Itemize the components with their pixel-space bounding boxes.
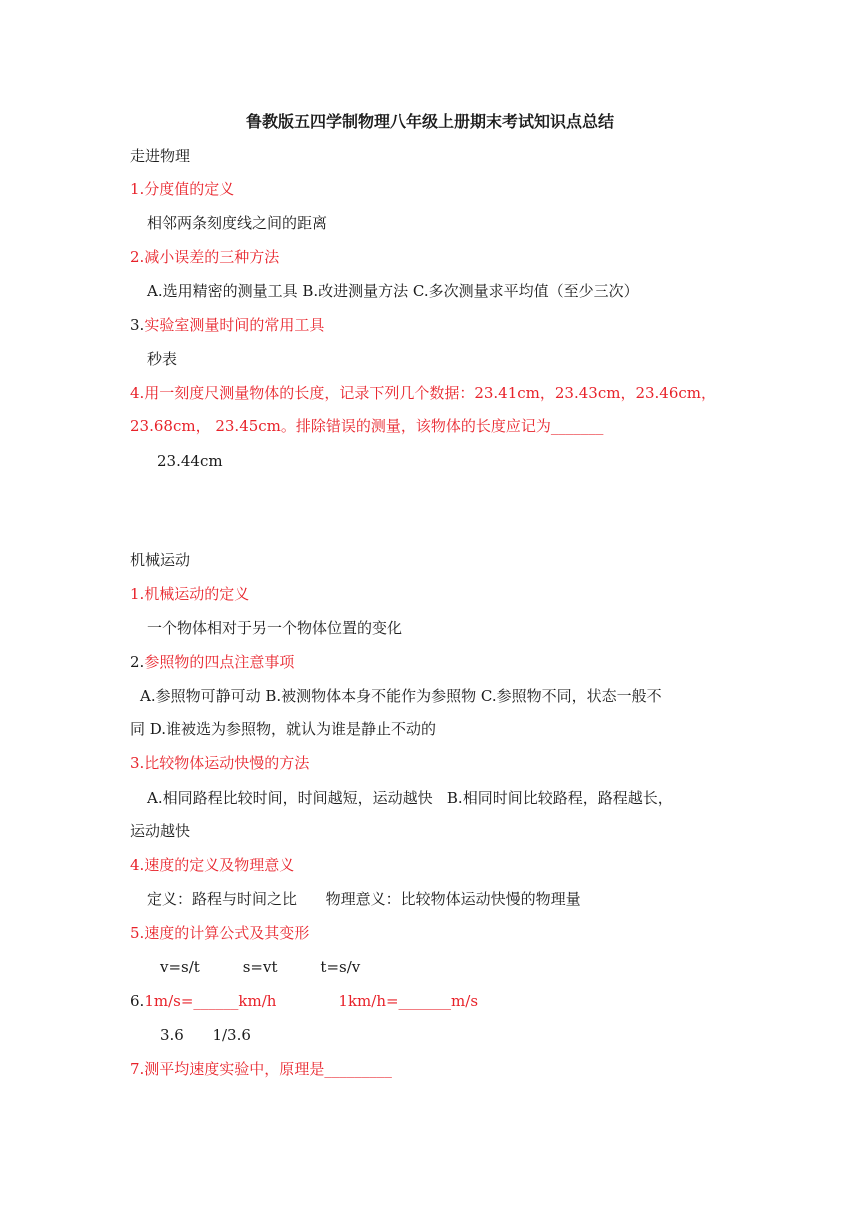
question-5-speed-formula: 5.速度的计算公式及其变形	[130, 924, 310, 942]
question-1-motion-definition: 1.机械运动的定义	[130, 585, 250, 603]
answer-3-time-tool: 秒表	[147, 350, 178, 368]
answer-6-unit-conversion: 3.6 1/3.6	[160, 1026, 251, 1044]
section-heading-intro-physics: 走进物理	[130, 147, 191, 165]
question-6-number: 6.	[130, 992, 145, 1010]
question-7-average-speed: 7.测平均速度实验中，原理是_________	[130, 1060, 392, 1078]
question-3-number: 3.	[130, 316, 145, 334]
answer-1-motion-definition: 一个物体相对于另一个物体位置的变化	[147, 619, 403, 637]
answer-1-graduation: 相邻两条刻度线之间的距离	[147, 214, 328, 232]
question-2-text: 参照物的四点注意事项	[144, 653, 295, 671]
question-6-text: 1m/s=______km/h 1km/h=_______m/s	[144, 992, 479, 1010]
question-4-speed-definition: 4.速度的定义及物理意义	[130, 856, 295, 874]
question-3-text: 实验室测量时间的常用工具	[144, 316, 325, 334]
question-2-reference-object	[130, 650, 750, 674]
question-3-time-tool	[130, 313, 750, 337]
question-2-error-reduction: 2.减小误差的三种方法	[130, 248, 280, 266]
section-heading-mechanical-motion: 机械运动	[130, 551, 191, 569]
question-6-unit-conversion	[130, 989, 750, 1013]
question-4-length-line2: 23.68cm， 23.45cm。排除错误的测量，该物体的长度应记为_______	[130, 417, 604, 435]
question-2-number: 2.	[130, 653, 145, 671]
question-1-graduation: 1.分度值的定义	[130, 180, 235, 198]
answer-2-reference-line1: A.参照物可静可动 B.被测物体本身不能作为参照物 C.参照物不同，状态一般不	[140, 687, 662, 705]
answer-3-compare-line1: A.相同路程比较时间，时间越短，运动越快 B.相同时间比较路程，路程越长，	[147, 789, 673, 807]
question-4-length-line1: 4.用一刻度尺测量物体的长度，记录下列几个数据：23.41cm，23.43cm，23.46cm，	[130, 384, 717, 402]
answer-3-compare-line2: 运动越快	[130, 822, 191, 840]
question-3-compare-speed: 3.比较物体运动快慢的方法	[130, 754, 310, 772]
answer-2-reference-line2: 同 D.谁被选为参照物，就认为谁是静止不动的	[130, 720, 437, 738]
answer-2-error-reduction: A.选用精密的测量工具 B.改进测量方法 C.多次测量求平均值（至少三次）	[147, 282, 639, 300]
answer-4-length: 23.44cm	[157, 452, 223, 470]
answer-4-speed-definition: 定义：路程与时间之比 物理意义：比较物体运动快慢的物理量	[147, 890, 581, 908]
document-title: 鲁教版五四学制物理八年级上册期末考试知识点总结	[245, 112, 614, 131]
answer-5-speed-formula: v=s/t s=vt t=s/v	[160, 958, 361, 976]
